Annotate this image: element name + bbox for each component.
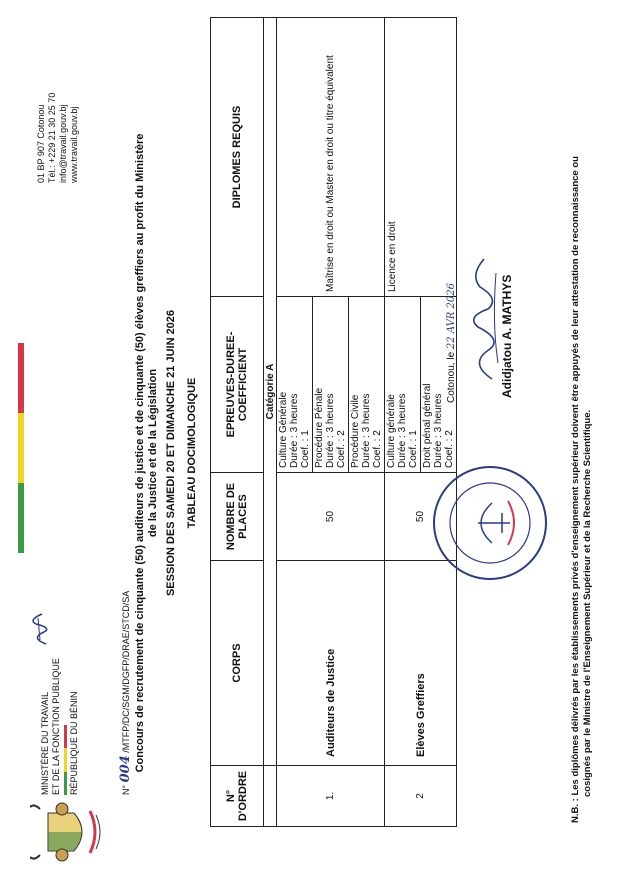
ministry-line1: MINISTÈRE DU TRAVAIL — [40, 691, 50, 795]
epreuve-duree: Durée : 3 heures — [289, 393, 300, 468]
epreuve-duree: Durée : 3 heures — [433, 393, 444, 468]
republic-label: RÉPUBLIQUE DU BÉNIN — [69, 691, 79, 795]
table-row — [277, 18, 385, 827]
epreuve-block — [313, 297, 349, 472]
row-corps: Auditeurs de Justice — [277, 561, 385, 766]
contact-email: info@travail.gouv.bj — [58, 104, 68, 183]
epreuve-duree: Durée : 3 heures — [397, 393, 408, 468]
signature-date: 22 AVR 2026 — [446, 283, 457, 350]
epreuve-name: Culture Générale — [278, 391, 289, 468]
official-stamp — [430, 463, 550, 583]
epreuve-coef: Coef. : 1 — [300, 430, 311, 468]
epreuve-block — [385, 297, 421, 472]
footnote-line1: N.B. : Les diplômes délivrés par les établissements privés d'enseignement supérieur doivent être appuyés de leur attestation de reconnaissance ou — [570, 156, 581, 823]
row-places: 50 — [277, 473, 385, 561]
place-date — [446, 283, 457, 403]
table-row — [385, 18, 457, 827]
contact-block — [36, 13, 80, 183]
header-num: N° D'ORDRE — [211, 766, 264, 827]
epreuve-duree: Durée : 3 heures — [361, 393, 372, 468]
paraph-signature — [26, 608, 54, 648]
epreuve-name: Procédure Pénale — [314, 387, 325, 468]
signatory-name: Adidjatou A. MATHYS — [500, 274, 514, 398]
header-epreuves: EPREUVES-DUREE-COEFFICIENT — [211, 297, 264, 473]
row-num: 2 — [385, 766, 457, 827]
header-corps: CORPS — [211, 561, 264, 766]
category-spacer — [264, 766, 277, 827]
epreuve-coef: Coef. : 2 — [372, 430, 383, 468]
ref-number: 004 — [118, 755, 133, 783]
epreuve-name: Culture générale — [386, 394, 397, 468]
category-row — [264, 18, 277, 827]
row-corps: Elèves Greffiers — [385, 561, 457, 766]
row-places: 50 — [385, 473, 457, 561]
ref-prefix: N° — [121, 784, 131, 795]
contact-phone: Tél.: +229 21 30 25 70 — [47, 92, 57, 183]
title-line1: Concours de recrutement de cinquante (50) auditeurs de justice et de cinquante (50) élèves greffiers au profit du Ministère — [134, 133, 146, 773]
document-title — [134, 93, 160, 813]
session-line: SESSION DES SAMEDI 20 ET DIMANCHE 21 JUIN 2026 — [165, 309, 177, 597]
contact-address: 01 BP 907 Cotonou — [36, 104, 46, 183]
coat-of-arms-emblem — [30, 801, 106, 863]
table-header-row — [211, 18, 264, 827]
reference-number — [118, 591, 133, 795]
epreuve-name: Droit pénal général — [422, 383, 433, 468]
ministry-line2: ET DE LA FONCTION PUBLIQUE — [51, 658, 61, 795]
row-num: 1. — [277, 766, 385, 827]
epreuve-coef: Coef. : 2 — [336, 430, 347, 468]
row-diplomes: Maîtrise en droit ou Master en droit ou titre équivalent — [277, 18, 385, 297]
category-label: Catégorie A — [264, 18, 277, 766]
ref-suffix: /MTFP/DC/SGM/DGFP/DRAE/STCD/SA — [121, 590, 131, 753]
footnote-line2: cosignés par le Ministre de l'Enseignement Supérieur et de la Recherche Scientifique. — [582, 409, 593, 797]
place-label: Cotonou, le — [446, 351, 457, 403]
footnote — [570, 33, 594, 823]
tableau-heading: TABLEAU DOCIMOLOGIQUE — [186, 377, 198, 529]
docimology-table — [210, 17, 457, 827]
ministry-block — [40, 565, 80, 795]
epreuve-block — [277, 297, 313, 472]
header-diplomes: DIPLOMES REQUIS — [211, 18, 264, 297]
row-epreuves — [277, 297, 385, 473]
ministry-flag-bar — [64, 725, 67, 795]
title-line2: de la Justice et de la Législation — [147, 368, 159, 538]
epreuve-block — [349, 297, 384, 472]
epreuve-coef: Coef. : 1 — [408, 430, 419, 468]
flag-stripe — [18, 343, 24, 553]
contact-web: www.travail.gouv.bj — [69, 106, 79, 183]
epreuve-coef: Coef. : 2 — [444, 430, 455, 468]
epreuve-name: Procédure Civile — [350, 394, 361, 468]
epreuve-duree: Durée : 3 heures — [325, 393, 336, 468]
row-diplomes: Licence en droit — [385, 18, 457, 297]
header-places: NOMBRE DE PLACES — [211, 473, 264, 561]
